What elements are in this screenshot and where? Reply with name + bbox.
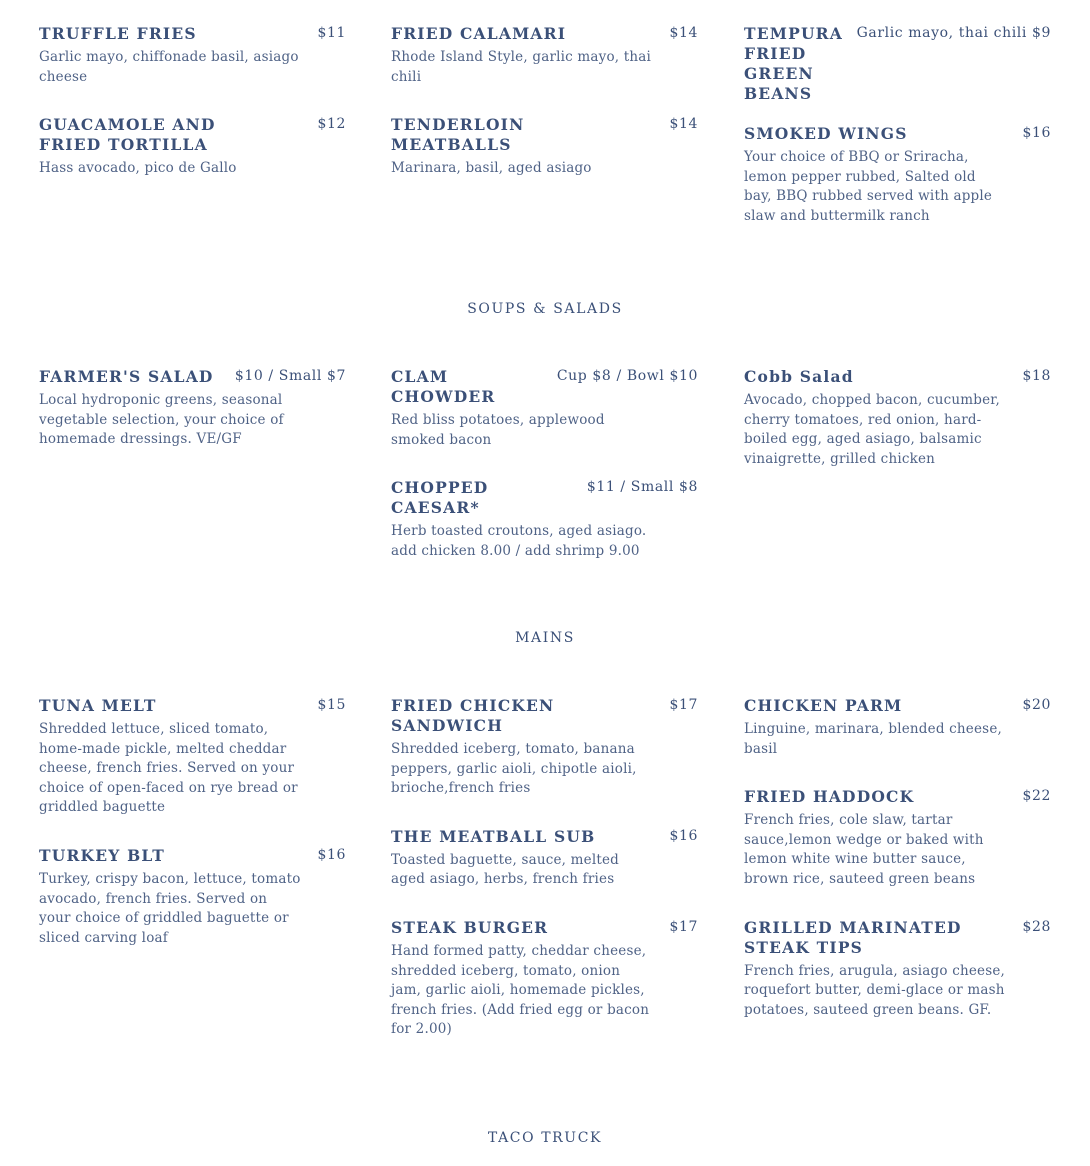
item-price: $17	[669, 918, 698, 935]
section-title-mains: MAINS	[515, 630, 575, 646]
item-price: Garlic mayo, thai chili $9	[856, 25, 1051, 41]
item-description: Rhode Island Style, garlic mayo, thai chili	[391, 49, 652, 85]
mains-column-3	[744, 696, 1051, 1048]
item-price: $16	[317, 846, 346, 863]
item-name: STEAK BURGER	[391, 917, 549, 937]
menu-item	[744, 124, 1051, 226]
item-price: $17	[669, 697, 698, 713]
item-name: GRILLED MARINATED STEAK TIPS	[744, 917, 962, 957]
item-price: $18	[1022, 368, 1051, 384]
item-price: $11	[317, 25, 346, 41]
item-description: Marinara, basil, aged asiago	[391, 160, 592, 177]
menu-item	[39, 367, 346, 450]
item-description: Red bliss potatoes, applewood smoked bacon	[391, 412, 605, 448]
item-description: Garlic mayo, chiffonade basil, asiago cheese	[39, 49, 299, 85]
item-description: Herb toasted croutons, aged asiago. add chicken 8.00 / add shrimp 9.00	[391, 523, 647, 559]
item-price: $16	[669, 827, 698, 844]
menu-item	[391, 918, 698, 1040]
menu-item	[39, 846, 346, 948]
soups-column-3	[744, 367, 1051, 497]
menu-item	[744, 24, 1051, 104]
item-price: $15	[317, 697, 346, 713]
menu-item	[391, 24, 698, 87]
item-name: FRIED CALAMARI	[391, 24, 567, 43]
menu-item	[391, 478, 698, 561]
item-description: Local hydroponic greens, seasonal vegetable selection, your choice of homemade dressings. VE/GF	[39, 392, 284, 448]
menu-item	[744, 918, 1051, 1021]
item-name: TEMPURA FRIED GREEN BEANS	[744, 24, 843, 103]
item-price: Cup $8 / Bowl $10	[556, 368, 698, 384]
item-price: $11 / Small $8	[586, 479, 698, 496]
item-description: French fries, arugula, asiago cheese, roquefort butter, demi-glace or mash potatoes, sauteed green beans. GF.	[744, 962, 1006, 1018]
item-description: Hass avocado, pico de Gallo	[39, 160, 237, 177]
item-price: $16	[1022, 125, 1051, 141]
item-description: French fries, cole slaw, tartar sauce,lemon wedge or baked with lemon white wine butter sauce, brown rice, sauteed green beans	[744, 812, 984, 887]
item-name: TUNA MELT	[39, 696, 157, 715]
item-description: Toasted baguette, sauce, melted aged asiago, herbs, french fries	[391, 851, 620, 888]
item-name: FRIED HADDOCK	[744, 787, 915, 807]
mains-column-1	[39, 696, 346, 976]
mains-column-2	[391, 696, 698, 1068]
item-description: Your choice of BBQ or Sriracha, lemon pepper rubbed, Salted old bay, BBQ rubbed served with apple slaw and buttermilk ranch	[744, 149, 993, 224]
starters-column-2	[391, 24, 698, 207]
menu-item	[391, 367, 698, 450]
menu-item	[744, 367, 1051, 469]
item-name: SMOKED WINGS	[744, 124, 908, 143]
item-description: Avocado, chopped bacon, cucumber, cherry tomatoes, red onion, hard-boiled egg, aged asiago, balsamic vinaigrette, grilled chicken	[744, 392, 1000, 467]
item-price: $28	[1022, 918, 1051, 935]
menu-item	[744, 787, 1051, 889]
menu-item	[744, 696, 1051, 759]
menu-item	[39, 696, 346, 818]
item-price: $14	[669, 25, 698, 41]
item-name: CLAM CHOWDER	[391, 367, 496, 406]
item-name: FRIED CHICKEN SANDWICH	[391, 696, 555, 735]
item-description: Linguine, marinara, blended cheese, basil	[744, 721, 1002, 757]
item-name: TRUFFLE FRIES	[39, 24, 197, 43]
section-title-soups-salads: SOUPS & SALADS	[467, 301, 623, 317]
item-name: TENDERLOIN MEATBALLS	[391, 115, 525, 155]
item-price: $14	[669, 116, 698, 133]
menu-item	[39, 24, 346, 87]
item-name: FARMER'S SALAD	[39, 367, 214, 386]
starters-column-1	[39, 24, 346, 207]
menu-item	[39, 115, 346, 179]
item-name: CHICKEN PARM	[744, 696, 903, 715]
item-price: $10 / Small $7	[234, 368, 346, 384]
item-name: Cobb Salad	[744, 367, 854, 386]
item-description: Turkey, crispy bacon, lettuce, tomato avocado, french fries. Served on your choice of griddled baguette or sliced carving loaf	[39, 870, 301, 946]
item-name: GUACAMOLE AND FRIED TORTILLA	[39, 115, 216, 155]
item-name: THE MEATBALL SUB	[391, 826, 596, 846]
item-name: TURKEY BLT	[39, 845, 165, 865]
item-description: Hand formed patty, cheddar cheese, shredded iceberg, tomato, onion jam, garlic aioli, homemade pickles, french fries. (Add fried egg or bacon for 2.00)	[391, 942, 650, 1038]
item-description: Shredded iceberg, tomato, banana peppers, garlic aioli, chipotle aioli, brioche,french fries	[391, 741, 637, 797]
item-name: CHOPPED CAESAR*	[391, 478, 489, 518]
item-description: Shredded lettuce, sliced tomato, home-made pickle, melted cheddar cheese, french fries. Served on your choice of open-faced on rye bread or griddled baguette	[39, 721, 298, 816]
soups-column-2	[391, 367, 698, 589]
menu-item	[391, 115, 698, 179]
soups-column-1	[39, 367, 346, 478]
item-price: $12	[317, 116, 346, 133]
starters-column-3	[744, 24, 1051, 254]
section-title-taco-truck: TACO TRUCK	[487, 1130, 603, 1146]
item-price: $22	[1022, 788, 1051, 805]
menu-item	[391, 827, 698, 890]
item-price: $20	[1022, 697, 1051, 713]
menu-item	[391, 696, 698, 799]
